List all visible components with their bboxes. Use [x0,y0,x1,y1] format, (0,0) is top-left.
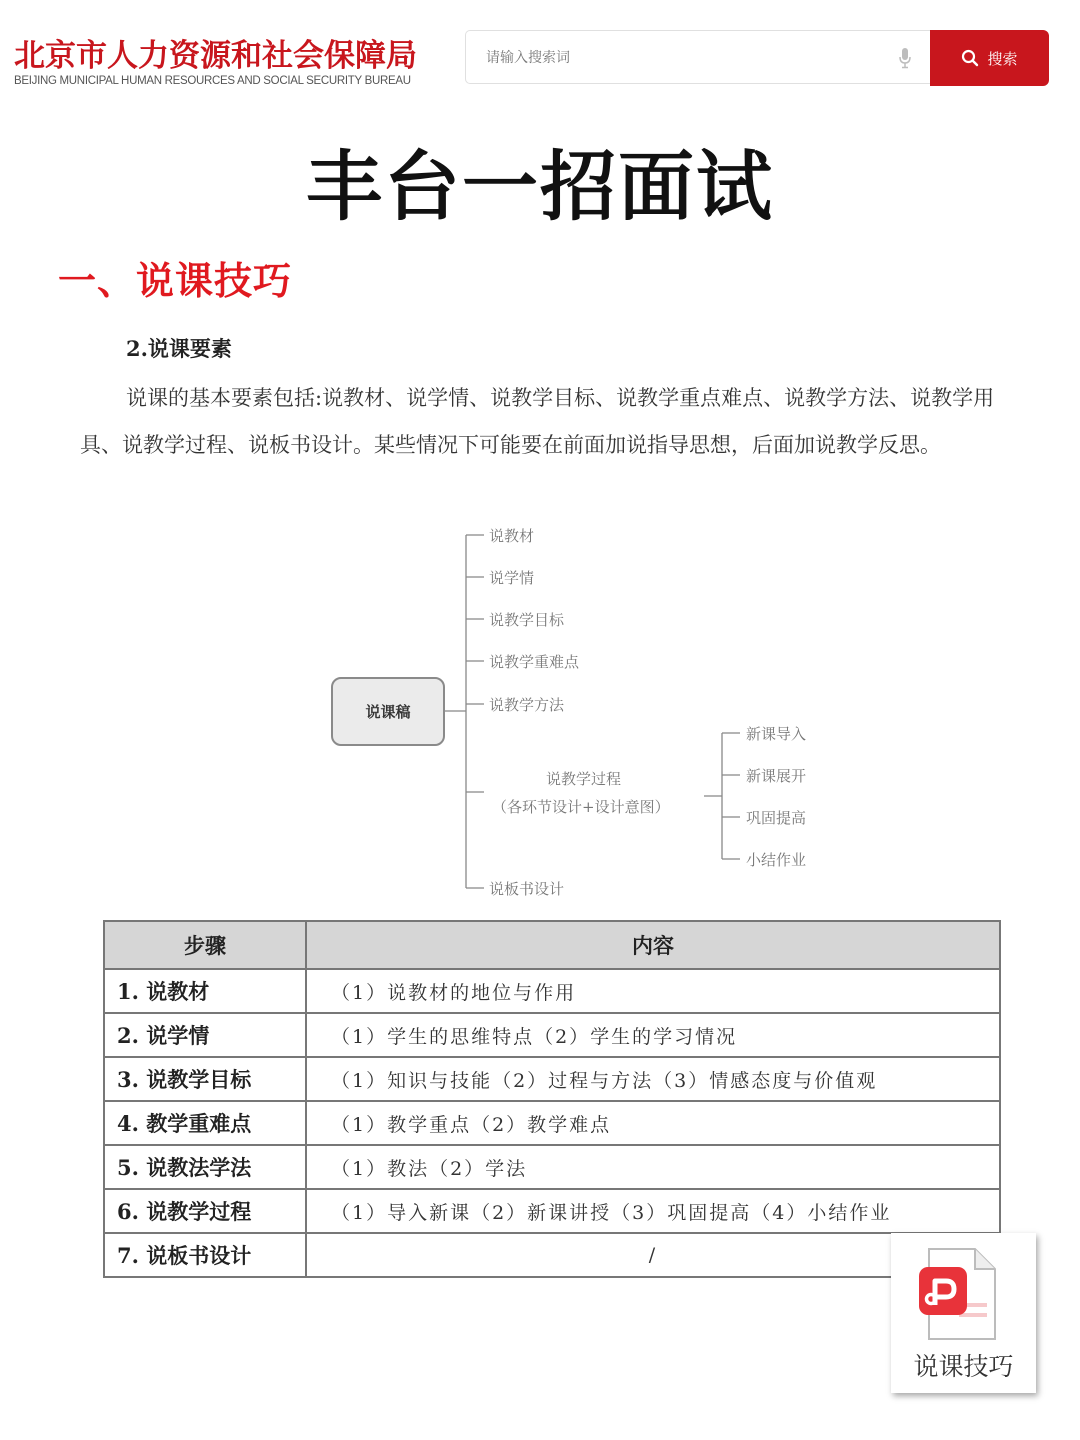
mindmap-branch: 说学情 [489,569,535,587]
step-cell: 7. 说板书设计 [104,1233,306,1277]
pdf-file-icon [915,1245,999,1343]
mindmap-branch: 说教学重难点 [489,653,580,671]
logo-subtitle: BEIJING MUNICIPAL HUMAN RESOURCES AND SOCIAL SECURITY BUREAU [14,75,411,87]
step-cell: 3. 说教学目标 [104,1057,306,1101]
table-row [104,1189,1000,1233]
table-row [104,1101,1000,1145]
content-cell: （1）教法（2）学法 [306,1145,1000,1189]
table-row [104,1233,1000,1277]
table-row [104,1057,1000,1101]
microphone-icon[interactable] [898,47,912,69]
column-header: 步骤 [104,921,306,969]
subsection-heading: 2.说课要素 [126,336,232,361]
mindmap-process-child: 新课导入 [746,725,807,743]
mindmap-branch: 说教学目标 [489,611,565,629]
mindmap-process-child: 巩固提高 [746,809,807,827]
mindmap-root: 说课稿 [331,677,445,746]
search-icon [961,49,979,67]
table-row [104,969,1000,1013]
logo-title[interactable]: 北京市人力资源和社会保障局 [14,38,417,74]
content-cell: （1）知识与技能（2）过程与方法（3）情感态度与价值观 [306,1057,1000,1101]
document-title: 丰台一招面试 [306,142,774,231]
step-cell: 5. 说教法学法 [104,1145,306,1189]
search-box [465,30,930,84]
search-button-label: 搜索 [987,49,1018,68]
mindmap-process-label: 说教学过程 [546,770,622,788]
table-row [104,1145,1000,1189]
step-cell: 2. 说学情 [104,1013,306,1057]
table-row [104,1013,1000,1057]
search-input[interactable] [484,31,888,85]
mindmap-branch: 说板书设计 [489,880,565,898]
steps-table [103,920,1001,1278]
intro-paragraph: 说课的基本要素包括:说教材、说学情、说教学目标、说教学重点难点、说教学方法、说教学用具、说教学过程、说板书设计。某些情况下可能要在前面加说指导思想，后面加说教学反思。 [80,386,995,457]
step-cell: 1. 说教材 [104,969,306,1013]
mindmap-process-sub: （各环节设计+设计意图） [492,798,670,816]
content-cell: （1）导入新课（2）新课讲授（3）巩固提高（4）小结作业 [306,1189,1000,1233]
mindmap-branch: 说教材 [489,527,535,545]
section-heading: 一、说课技巧 [58,259,293,303]
column-header: 内容 [306,921,1000,969]
content-cell: （1）学生的思维特点（2）学生的学习情况 [306,1013,1000,1057]
content-cell: / [306,1233,1000,1277]
pdf-file-card[interactable] [891,1233,1036,1393]
step-cell: 4. 教学重难点 [104,1101,306,1145]
table-header-row [104,921,1000,969]
mindmap-branch: 说教学方法 [489,696,565,714]
search-button[interactable] [930,30,1049,86]
file-label: 说课技巧 [913,1352,1014,1381]
mindmap-process-child: 新课展开 [746,767,807,785]
mindmap-process-child: 小结作业 [746,851,807,869]
content-cell: （1）教学重点（2）教学难点 [306,1101,1000,1145]
step-cell: 6. 说教学过程 [104,1189,306,1233]
content-cell: （1）说教材的地位与作用 [306,969,1000,1013]
site-header [0,0,1080,110]
